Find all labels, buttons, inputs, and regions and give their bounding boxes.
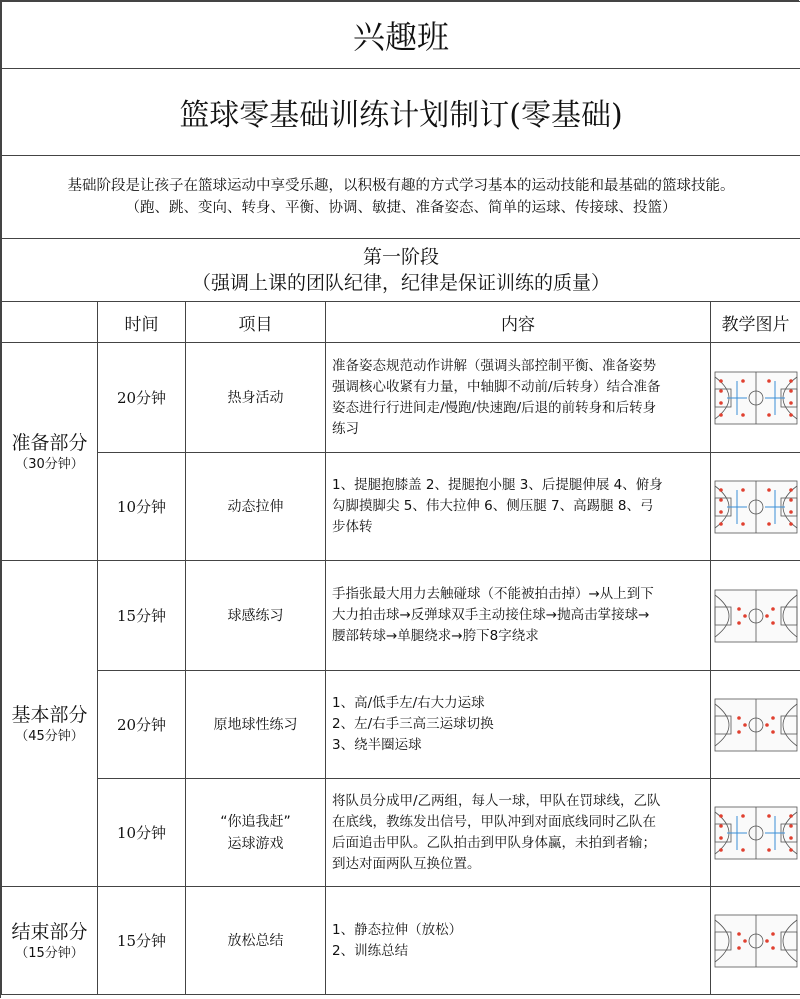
header-blank [2,302,98,343]
plan-subtitle: 篮球零基础训练计划制订(零基础) [2,69,800,156]
content-line: 准备姿态规范动作讲解（强调头部控制平衡、准备姿势 [332,357,656,374]
content-line: 2、左/右手三高三运球切换 [332,716,494,732]
part-duration: （45分钟） [15,728,84,744]
content-line: 强调核心收紧有力量，中轴脚不动前/后转身）结合准备 [332,378,661,395]
table-row [2,887,800,995]
basketball-court-icon [713,912,799,970]
row-content [326,343,711,453]
basketball-court-icon [713,804,799,862]
content-line: 练习 [332,420,359,437]
part-name: 准备部分 [11,431,88,454]
training-plan-table [1,1,800,995]
court-diagram-cell [711,779,800,887]
header-picture: 教学图片 [711,302,800,343]
court-diagram-cell [711,453,800,561]
intro-line-1: 基础阶段是让孩子在篮球运动中享受乐趣，以积极有趣的方式学习基本的运动技能和最基础的篮球技能。 [67,178,735,194]
part-prep [2,343,98,561]
court-diagram-cell [711,887,800,995]
content-line: 到达对面两队互换位置。 [332,855,481,872]
stage-note: （强调上课的团队纪律，纪律是保证训练的质量） [192,272,611,294]
content-line: 1、提腿抱膝盖 2、提腿抱小腿 3、后提腿伸展 4、俯身 [332,477,663,493]
content-line: 3、绕半圈运球 [332,737,422,753]
court-diagram-cell [711,561,800,671]
row-time: 20分钟 [98,343,186,453]
row-item: 热身活动 [186,343,326,453]
table-row [2,561,800,671]
part-end [2,887,98,995]
row-time: 10分钟 [98,779,186,887]
row-item [186,779,326,887]
row-item: 球感练习 [186,561,326,671]
item-line: 运球游戏 [227,835,284,852]
row-time: 15分钟 [98,887,186,995]
table-row [2,343,800,453]
intro-line-2: （跑、跳、变向、转身、平衡、协调、敏捷、准备姿态、简单的运球、传接球、投篮） [125,200,677,216]
basketball-court-icon [713,369,799,427]
court-diagram-cell [711,671,800,779]
content-line: 后面追击甲队。乙队拍击到甲队身体赢，未拍到者输； [332,834,656,851]
part-duration: （15分钟） [15,945,84,961]
part-basic [2,561,98,887]
table-row [2,779,800,887]
content-line: 2、训练总结 [332,942,409,959]
content-line: 步体转 [332,519,373,535]
content-line: 将队员分成甲/乙两组，每人一球，甲队在罚球线，乙队 [332,792,661,809]
court-diagram-cell [711,343,800,453]
row-content [326,887,711,995]
content-line: 1、高/低手左/右大力运球 [332,695,485,711]
content-line: 大力拍击球→反弹球双手主动接住球→抛高击掌接球→ [332,607,650,623]
part-name: 结束部分 [11,920,88,943]
row-time: 15分钟 [98,561,186,671]
part-name: 基本部分 [11,703,88,726]
row-item: 原地球性练习 [186,671,326,779]
table-row [2,671,800,779]
content-line: 腰部转球→单腿绕求→胯下8字绕求 [332,628,539,644]
basketball-court-icon [713,478,799,536]
row-time: 10分钟 [98,453,186,561]
row-content [326,561,711,671]
header-item: 项目 [186,302,326,343]
stage-heading [2,239,800,302]
row-content [326,779,711,887]
row-content [326,671,711,779]
part-duration: （30分钟） [15,456,84,472]
intro-text [2,156,800,239]
table-header-row [2,302,800,343]
content-line: 在底线，教练发出信号，甲队冲到对面底线同时乙队在 [332,813,656,830]
header-time: 时间 [98,302,186,343]
stage-title: 第一阶段 [363,246,440,268]
header-content: 内容 [326,302,711,343]
basketball-court-icon [713,587,799,645]
row-item: 放松总结 [186,887,326,995]
content-line: 姿态进行行进间走/慢跑/快速跑/后退的前转身和后转身 [332,399,657,416]
row-time: 20分钟 [98,671,186,779]
table-row [2,453,800,561]
content-line: 1、静态拉伸（放松） [332,921,463,938]
row-item: 动态拉伸 [186,453,326,561]
item-line: “你追我赶” [220,813,291,830]
page-title: 兴趣班 [2,2,800,69]
content-line: 手指张最大用力去触碰球（不能被拍击掉）→从上到下 [332,586,654,602]
row-content [326,453,711,561]
content-line: 勾脚摸脚尖 5、伟大拉伸 6、侧压腿 7、高踢腿 8、弓 [332,498,654,514]
basketball-court-icon [713,696,799,754]
